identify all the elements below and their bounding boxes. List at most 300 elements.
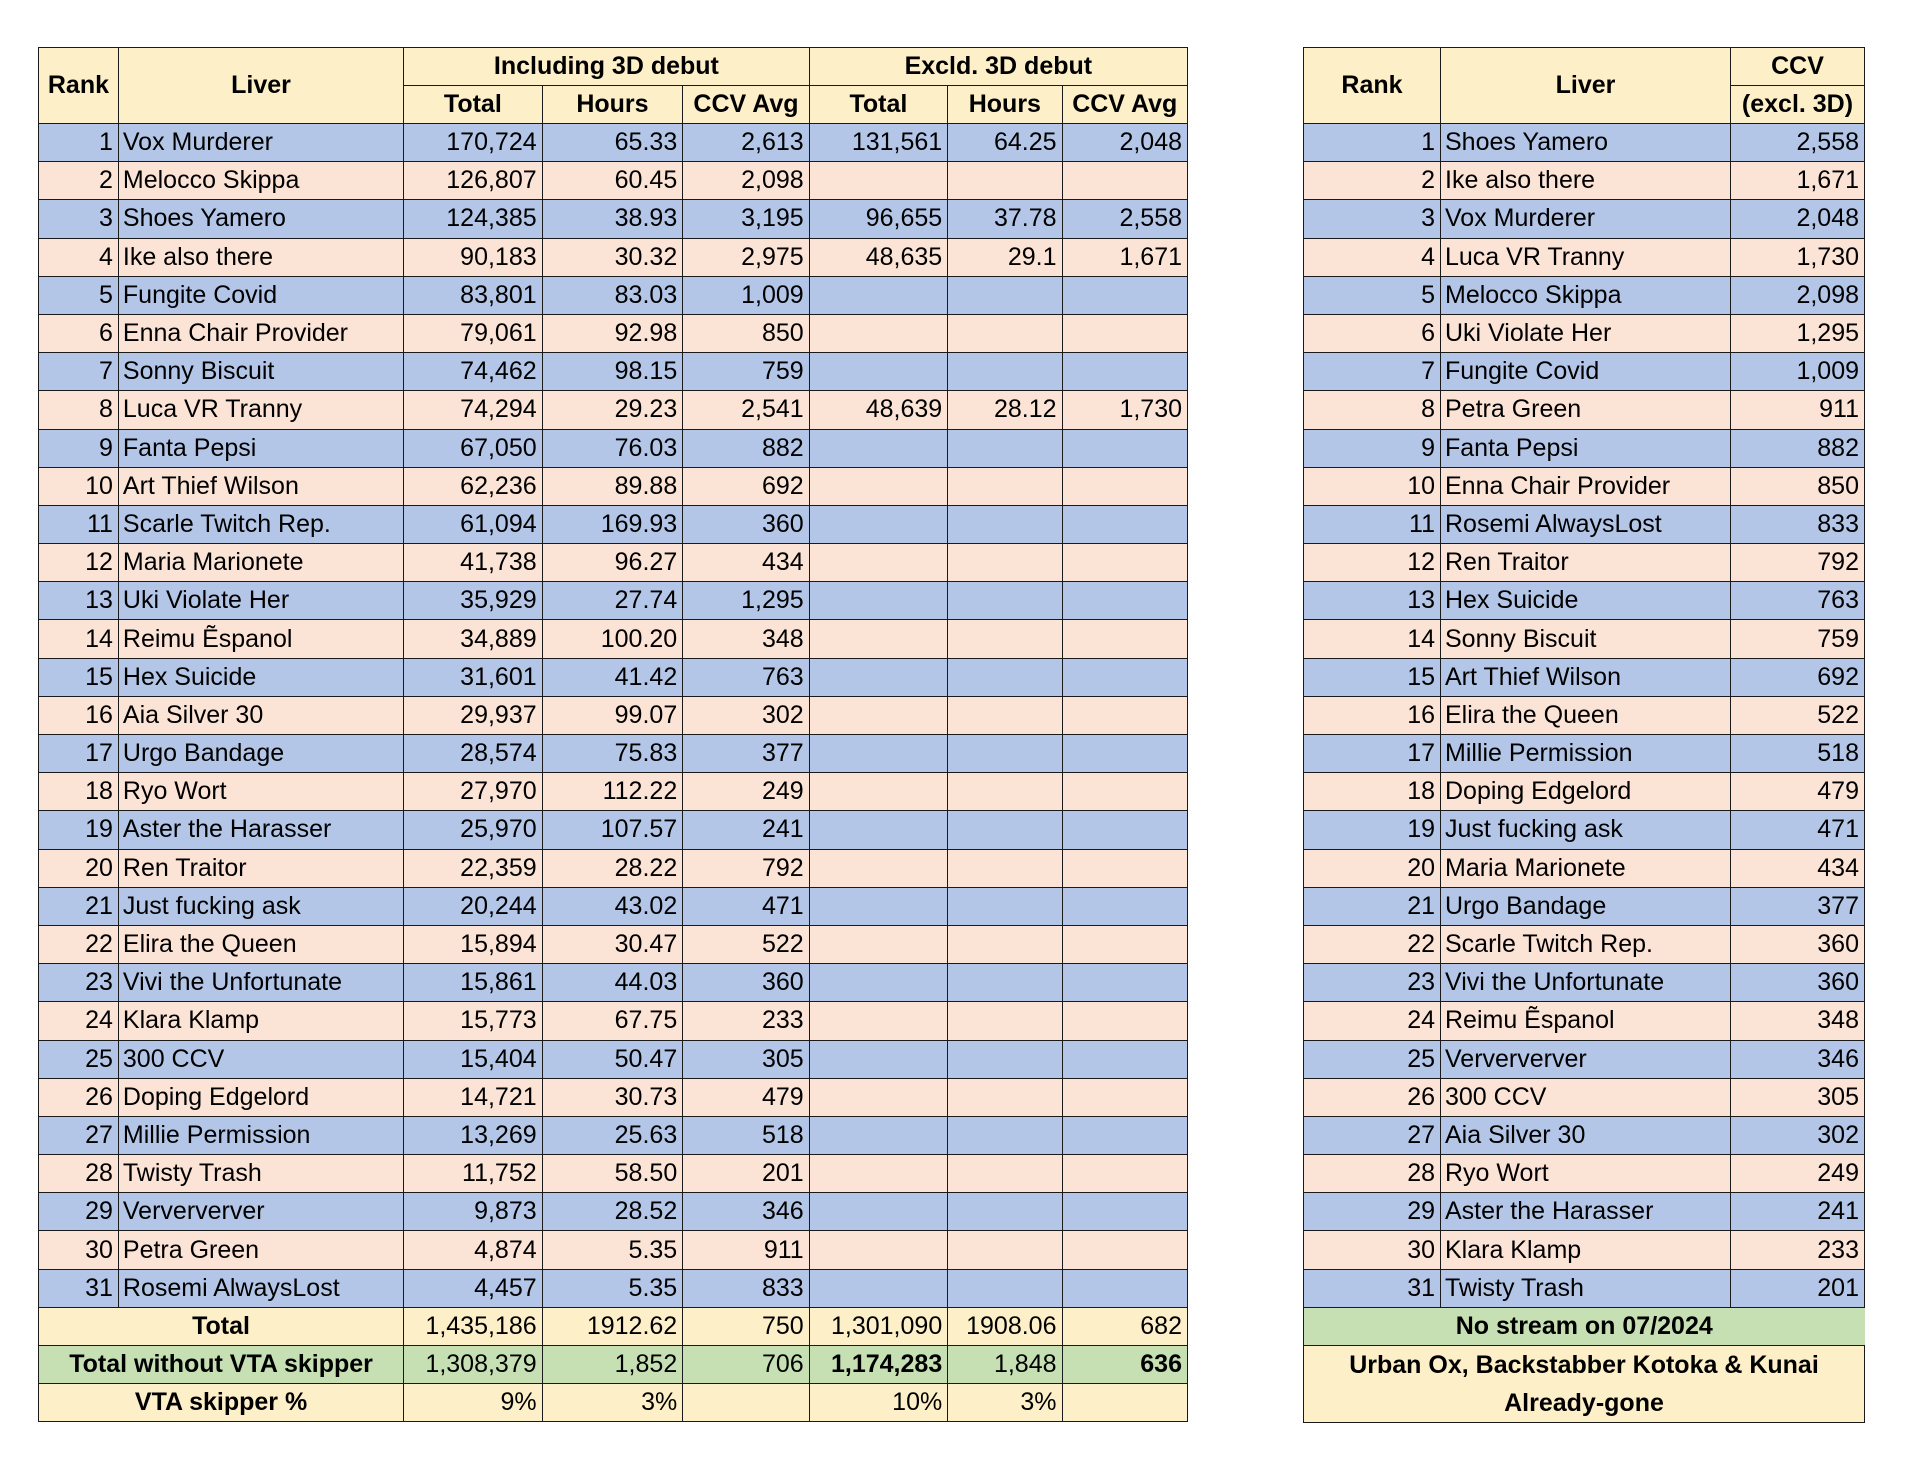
ccv-avg-cell: 241 [683,811,809,849]
ccv-avg-cell: 360 [683,505,809,543]
side-ccv-cell: 377 [1731,887,1865,925]
rank-cell: 1 [39,124,119,162]
ccv-avg-header: CCV Avg [683,86,809,124]
excl-hours-cell [948,467,1062,505]
total-cell: 79,061 [404,314,543,352]
side-ccv-cell: 2,558 [1731,124,1865,162]
total-cell: 15,861 [404,964,543,1002]
side-ccv-cell: 479 [1731,773,1865,811]
excl-hours-cell [948,1155,1062,1193]
table-row [1304,1002,1865,1040]
ccv-avg-cell: 2,975 [683,238,809,276]
excl-total-cell [809,887,948,925]
excl-ccv-avg-cell [1062,582,1188,620]
total-cell: 22,359 [404,849,543,887]
table-row [39,200,1188,238]
rank-cell: 19 [39,811,119,849]
ccv-avg-cell: 850 [683,314,809,352]
total-cell: 25,970 [404,811,543,849]
ccv-avg-cell: 233 [683,1002,809,1040]
excl-ccv-avg-cell [1062,505,1188,543]
liver-name-cell: Ike also there [118,238,403,276]
table-row [1304,811,1865,849]
rank-cell: 23 [39,964,119,1002]
pct-ex-hours: 3% [948,1384,1062,1422]
without-total: 1,308,379 [404,1346,543,1384]
excl-3d-group-header: Excld. 3D debut [809,48,1187,86]
excl-ccv-avg-cell [1062,1231,1188,1269]
side-liver-name-cell: Elira the Queen [1441,696,1731,734]
table-row [1304,887,1865,925]
liver-name-cell: Aia Silver 30 [118,696,403,734]
liver-name-cell: Urgo Bandage [118,735,403,773]
side-liver-name-cell: Aia Silver 30 [1441,1116,1731,1154]
side-liver-name-cell: 300 CCV [1441,1078,1731,1116]
side-ccv-cell: 850 [1731,467,1865,505]
hours-cell: 107.57 [542,811,683,849]
ccv-avg-cell: 882 [683,429,809,467]
side-rank-cell: 7 [1304,353,1441,391]
excl-hours-cell [948,1269,1062,1307]
excl-ccv-avg-cell [1062,1002,1188,1040]
excl-hours-cell [948,353,1062,391]
already-gone-label: Already-gone [1504,1389,1664,1417]
ccv-avg-cell: 479 [683,1078,809,1116]
rank-cell: 22 [39,925,119,963]
table-row [39,773,1188,811]
hours-cell: 92.98 [542,314,683,352]
table-row [39,1231,1188,1269]
table-row [39,391,1188,429]
hours-cell: 76.03 [542,429,683,467]
excl-total-cell [809,1269,948,1307]
hours-cell: 44.03 [542,964,683,1002]
pct-total: 9% [404,1384,543,1422]
without-label: Total without VTA skipper [39,1346,404,1384]
excl-hours-cell [948,658,1062,696]
excl-total-cell [809,1040,948,1078]
without-hours: 1,852 [542,1346,683,1384]
total-cell: 170,724 [404,124,543,162]
liver-name-cell: Twisty Trash [118,1155,403,1193]
hours-cell: 50.47 [542,1040,683,1078]
rank-cell: 24 [39,1002,119,1040]
side-liver-name-cell: Enna Chair Provider [1441,467,1731,505]
total-hours: 1912.62 [542,1307,683,1345]
liver-name-cell: Enna Chair Provider [118,314,403,352]
total-cell: 9,873 [404,1193,543,1231]
excl-total-cell [809,353,948,391]
side-liver-name-cell: Shoes Yamero [1441,124,1731,162]
excl-hours-cell: 37.78 [948,200,1062,238]
side-liver-name-cell: Verververver [1441,1040,1731,1078]
rank-cell: 6 [39,314,119,352]
total-cell: 31,601 [404,658,543,696]
rank-cell: 4 [39,238,119,276]
liver-name-cell: Shoes Yamero [118,200,403,238]
table-row [39,620,1188,658]
excl-total-cell [809,658,948,696]
side-ccv-cell: 692 [1731,658,1865,696]
ccv-avg-cell: 792 [683,849,809,887]
ccv-avg-cell: 3,195 [683,200,809,238]
side-liver-name-cell: Fanta Pepsi [1441,429,1731,467]
side-liver-name-cell: Reimu Ẽspanol [1441,1002,1731,1040]
side-rank-cell: 24 [1304,1002,1441,1040]
excl-total-cell [809,467,948,505]
total-cell: 83,801 [404,276,543,314]
main-ranking-table [38,47,1188,1422]
side-liver-name-cell: Art Thief Wilson [1441,658,1731,696]
total-cell: 15,404 [404,1040,543,1078]
side-liver-name-cell: Doping Edgelord [1441,773,1731,811]
hours-cell: 89.88 [542,467,683,505]
side-ccv-cell: 1,295 [1731,314,1865,352]
excl-hours-cell [948,849,1062,887]
excl-hours-cell: 64.25 [948,124,1062,162]
liver-name-cell: Millie Permission [118,1116,403,1154]
rank-cell: 28 [39,1155,119,1193]
side-ccv-cell: 249 [1731,1155,1865,1193]
without-ex-hours: 1,848 [948,1346,1062,1384]
excl-hours-cell [948,505,1062,543]
excl-ccv-avg-cell [1062,849,1188,887]
excl-ccv-avg-cell [1062,735,1188,773]
table-row [1304,1078,1865,1116]
excl-hours-cell [948,582,1062,620]
ccv-avg-cell: 377 [683,735,809,773]
pct-ex-total: 10% [809,1384,948,1422]
table-row [39,658,1188,696]
hours-cell: 5.35 [542,1231,683,1269]
side-liver-name-cell: Maria Marionete [1441,849,1731,887]
ccv-avg-cell: 1,295 [683,582,809,620]
table-row [1304,735,1865,773]
excl-total-cell [809,620,948,658]
rank-cell: 11 [39,505,119,543]
side-rank-cell: 20 [1304,849,1441,887]
excl-total-cell [809,849,948,887]
side-ccv-cell: 1,730 [1731,238,1865,276]
table-row [39,1002,1188,1040]
total-cell: 61,094 [404,505,543,543]
already-gone-names: Urban Ox, Backstabber Kotoka & Kunai [1349,1351,1819,1379]
excl-hours-cell [948,773,1062,811]
rank-cell: 27 [39,1116,119,1154]
ccv-avg-cell: 434 [683,544,809,582]
excl-hours-cell [948,887,1062,925]
table-row [1304,582,1865,620]
table-row [39,544,1188,582]
liver-name-cell: Fanta Pepsi [118,429,403,467]
total-ex-hours: 1908.06 [948,1307,1062,1345]
hours-cell: 5.35 [542,1269,683,1307]
side-liver-name-cell: Rosemi AlwaysLost [1441,505,1731,543]
total-cell: 4,874 [404,1231,543,1269]
side-ccv-cell: 911 [1731,391,1865,429]
side-rank-cell: 26 [1304,1078,1441,1116]
hours-cell: 83.03 [542,276,683,314]
side-rank-cell: 13 [1304,582,1441,620]
table-row [39,1269,1188,1307]
side-liver-name-cell: Melocco Skippa [1441,276,1731,314]
side-ccv-cell: 792 [1731,544,1865,582]
without-ex-ccv: 636 [1062,1346,1188,1384]
side-rank-cell: 9 [1304,429,1441,467]
table-row [39,467,1188,505]
rank-cell: 14 [39,620,119,658]
pct-ccv [683,1384,809,1422]
hours-cell: 30.47 [542,925,683,963]
ccv-avg-cell: 2,613 [683,124,809,162]
table-row [39,735,1188,773]
table-row [39,811,1188,849]
side-liver-name-cell: Luca VR Tranny [1441,238,1731,276]
table-row [1304,505,1865,543]
hours-cell: 28.22 [542,849,683,887]
table-row [1304,1269,1865,1307]
table-row [1304,467,1865,505]
side-liver-name-cell: Sonny Biscuit [1441,620,1731,658]
table-row [1304,276,1865,314]
ccv-avg-cell: 305 [683,1040,809,1078]
excl-ccv-avg-cell [1062,658,1188,696]
side-liver-name-cell: Vox Murderer [1441,200,1731,238]
total-cell: 4,457 [404,1269,543,1307]
hours-cell: 112.22 [542,773,683,811]
side-rank-cell: 31 [1304,1269,1441,1307]
table-row [39,1193,1188,1231]
side-liver-name-cell: Twisty Trash [1441,1269,1731,1307]
excl-ccv-avg-cell [1062,1155,1188,1193]
side-rank-cell: 12 [1304,544,1441,582]
excl-ccv-avg-cell [1062,429,1188,467]
total-cell: 15,773 [404,1002,543,1040]
side-ccv-cell: 471 [1731,811,1865,849]
side-ccv-cell: 1,671 [1731,162,1865,200]
excl-ccv-avg-cell [1062,773,1188,811]
excl-total-cell [809,544,948,582]
excl-total-cell [809,1193,948,1231]
table-row [1304,620,1865,658]
excl-total-cell: 48,635 [809,238,948,276]
hours-cell: 41.42 [542,658,683,696]
excl-total-cell [809,1231,948,1269]
ccv-excl-3d-ranking-table [1303,47,1865,1423]
table-row [1304,162,1865,200]
total-cell: 28,574 [404,735,543,773]
table-row [39,162,1188,200]
excl-hours-cell [948,162,1062,200]
side-ccv-cell: 522 [1731,696,1865,734]
total-cell: 124,385 [404,200,543,238]
side-rank-cell: 10 [1304,467,1441,505]
table-row [1304,200,1865,238]
excl-hours-cell [948,1040,1062,1078]
side-liver-name-cell: Fungite Covid [1441,353,1731,391]
side-liver-name-cell: Klara Klamp [1441,1231,1731,1269]
hours-cell: 60.45 [542,162,683,200]
excl-ccv-avg-cell [1062,620,1188,658]
side-liver-name-cell: Petra Green [1441,391,1731,429]
side-ccv-cell: 360 [1731,925,1865,963]
excl-total-cell [809,276,948,314]
liver-name-cell: Aster the Harasser [118,811,403,849]
total-cell: 67,050 [404,429,543,467]
table-row [39,1116,1188,1154]
liver-name-cell: Uki Violate Her [118,582,403,620]
side-rank-cell: 8 [1304,391,1441,429]
hours-cell: 96.27 [542,544,683,582]
excl-ccv-avg-cell [1062,696,1188,734]
table-row [39,1078,1188,1116]
excl-ccv-avg-cell [1062,964,1188,1002]
side-ccv-cell: 302 [1731,1116,1865,1154]
rank-cell: 31 [39,1269,119,1307]
without-ccv: 706 [683,1346,809,1384]
excl-total-cell [809,735,948,773]
ccv-avg-cell: 302 [683,696,809,734]
hours-cell: 169.93 [542,505,683,543]
pct-ex-ccv [1062,1384,1188,1422]
excl-ccv-avg-cell [1062,544,1188,582]
side-rank-cell: 22 [1304,925,1441,963]
table-row [39,887,1188,925]
rank-cell: 8 [39,391,119,429]
rank-cell: 5 [39,276,119,314]
excl-hours-cell [948,735,1062,773]
side-rank-header: Rank [1304,48,1441,124]
total-cell: 15,894 [404,925,543,963]
liver-name-cell: Art Thief Wilson [118,467,403,505]
side-liver-name-cell: Ren Traitor [1441,544,1731,582]
incl-3d-group-header: Including 3D debut [404,48,810,86]
excl-total-cell [809,1078,948,1116]
no-stream-label: No stream on 07/2024 [1304,1307,1865,1345]
side-rank-cell: 21 [1304,887,1441,925]
hours-cell: 30.32 [542,238,683,276]
liver-name-cell: Hex Suicide [118,658,403,696]
rank-cell: 21 [39,887,119,925]
table-row [1304,1193,1865,1231]
excl-hours-cell [948,620,1062,658]
hours-cell: 43.02 [542,887,683,925]
side-rank-cell: 18 [1304,773,1441,811]
total-cell: 14,721 [404,1078,543,1116]
total-cell: 62,236 [404,467,543,505]
table-row [1304,544,1865,582]
table-row [1304,429,1865,467]
side-ccv-subheader: (excl. 3D) [1731,86,1865,124]
liver-name-cell: Verververver [118,1193,403,1231]
side-ccv-cell: 346 [1731,1040,1865,1078]
excl-ccv-avg-cell [1062,1193,1188,1231]
side-ccv-cell: 241 [1731,1193,1865,1231]
side-ccv-cell: 2,098 [1731,276,1865,314]
ccv-avg-cell: 348 [683,620,809,658]
total-ex-ccv: 682 [1062,1307,1188,1345]
excl-hours-cell [948,429,1062,467]
hours-cell: 65.33 [542,124,683,162]
side-rank-cell: 1 [1304,124,1441,162]
excl-total-cell [809,964,948,1002]
table-row [39,696,1188,734]
rank-cell: 29 [39,1193,119,1231]
excl-ccv-avg-cell [1062,276,1188,314]
hours-cell: 99.07 [542,696,683,734]
excl-ccv-avg-cell: 1,671 [1062,238,1188,276]
pct-hours: 3% [542,1384,683,1422]
table-row [1304,773,1865,811]
table-row [1304,696,1865,734]
no-stream-row [1304,1307,1865,1345]
excl-total-cell [809,811,948,849]
table-row [39,964,1188,1002]
hours-cell: 27.74 [542,582,683,620]
side-rank-cell: 4 [1304,238,1441,276]
rank-cell: 25 [39,1040,119,1078]
hours-cell: 28.52 [542,1193,683,1231]
rank-cell: 17 [39,735,119,773]
table-row [39,124,1188,162]
excl-ccv-avg-cell [1062,162,1188,200]
table-row [1304,1231,1865,1269]
excl-ccv-avg-cell [1062,887,1188,925]
liver-name-cell: Klara Klamp [118,1002,403,1040]
rank-cell: 16 [39,696,119,734]
excl-hours-cell [948,1193,1062,1231]
total-cell: 126,807 [404,162,543,200]
side-liver-name-cell: Vivi the Unfortunate [1441,964,1731,1002]
rank-cell: 3 [39,200,119,238]
rank-cell: 7 [39,353,119,391]
table-row [1304,124,1865,162]
excl-ccv-avg-cell: 2,558 [1062,200,1188,238]
side-liver-header: Liver [1441,48,1731,124]
side-ccv-cell: 1,009 [1731,353,1865,391]
table-row [39,849,1188,887]
excl-ccv-avg-cell [1062,1116,1188,1154]
side-rank-cell: 5 [1304,276,1441,314]
already-gone-note [1304,1346,1865,1423]
ccv-avg-cell: 249 [683,773,809,811]
liver-name-cell: Melocco Skippa [118,162,403,200]
table-row [39,1040,1188,1078]
total-label: Total [39,1307,404,1345]
table-row [1304,658,1865,696]
liver-name-cell: Maria Marionete [118,544,403,582]
excl-total-cell: 96,655 [809,200,948,238]
table-row [39,582,1188,620]
table-row [1304,1116,1865,1154]
side-ccv-cell: 833 [1731,505,1865,543]
total-cell: 74,294 [404,391,543,429]
excl-total-cell [809,696,948,734]
vta-skipper-pct-row [39,1384,1188,1422]
side-table-body [1304,124,1865,1308]
side-rank-cell: 11 [1304,505,1441,543]
liver-name-cell: Fungite Covid [118,276,403,314]
excl-hours-cell [948,1002,1062,1040]
side-rank-cell: 17 [1304,735,1441,773]
liver-name-cell: Vox Murderer [118,124,403,162]
side-ccv-header: CCV [1731,48,1865,86]
ccv-avg-cell: 346 [683,1193,809,1231]
rank-cell: 2 [39,162,119,200]
side-liver-name-cell: Scarle Twitch Rep. [1441,925,1731,963]
table-row [39,314,1188,352]
table-row [1304,849,1865,887]
